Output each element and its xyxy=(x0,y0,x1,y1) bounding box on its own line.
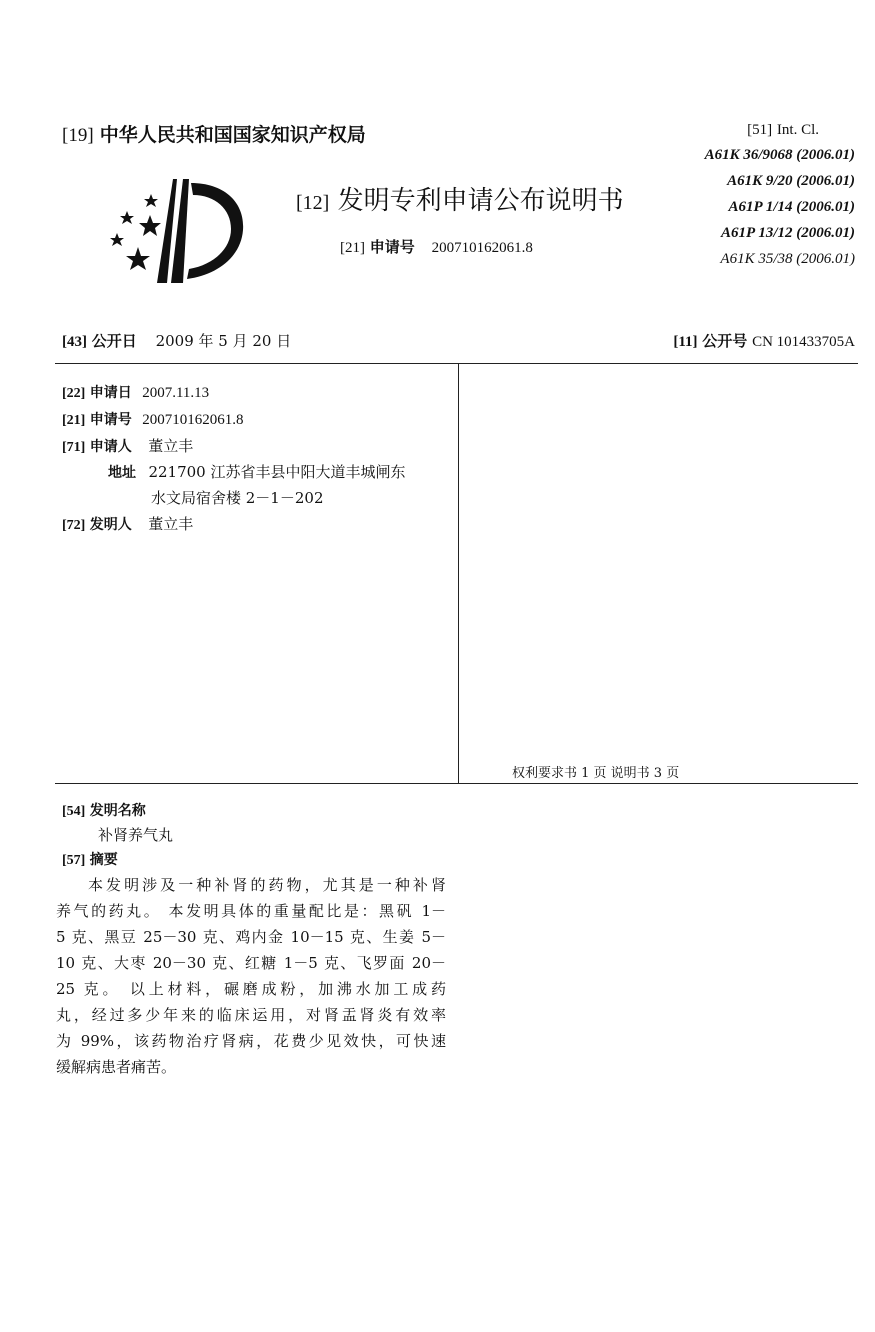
pub-no xyxy=(673,330,855,351)
logo-star-5 xyxy=(126,247,150,270)
app-no-code: [21] xyxy=(62,413,86,428)
pub-no-code: [11] xyxy=(673,334,698,350)
address-label: 地址 xyxy=(108,465,136,481)
rule-top xyxy=(55,363,858,364)
address-line1: 221700 江苏省丰县中阳大道丰城闸东 xyxy=(148,463,406,481)
app-no-value: 200710162061.8 xyxy=(142,412,244,428)
classification-entry: A61K 35/38 (2006.01) xyxy=(720,251,855,267)
filing-date-code: [22] xyxy=(62,386,86,401)
pub-date-label: 公开日 xyxy=(91,332,137,350)
app-no-header-value: 200710162061.8 xyxy=(431,240,533,256)
pub-date-code: [43] xyxy=(62,334,87,350)
abstract-line: 10 克、大枣 20－30 克、红糖 1－5 克、飞罗面 20－ xyxy=(56,954,446,972)
abstract-line: 25 克。 以上材料，碾磨成粉，加沸水加工成药 xyxy=(56,980,446,998)
office-code: [19] xyxy=(62,125,94,146)
classification-code: [51] xyxy=(747,122,773,138)
inventor-value: 董立丰 xyxy=(148,515,194,533)
abstract-line: 本发明涉及一种补肾的药物，尤其是一种补肾 xyxy=(88,876,446,894)
invention-title-value: 补肾养气丸 xyxy=(98,826,174,844)
classification-entry: A61P 13/12 (2006.01) xyxy=(720,225,855,241)
invention-title-heading xyxy=(62,800,146,820)
doc-type-title: 发明专利申请公布说明书 xyxy=(337,186,624,216)
abstract-line: 丸，经过多少年来的临床运用，对肾盂肾炎有效率 xyxy=(56,1006,446,1024)
address-field xyxy=(108,461,405,482)
app-no-header-label: 申请号 xyxy=(369,238,415,256)
rule-bottom xyxy=(55,783,858,784)
applicant-field xyxy=(62,435,193,456)
logo-arc xyxy=(187,183,243,279)
classification-entry: A61P 1/14 (2006.01) xyxy=(728,199,855,215)
classification-entry: A61K 9/20 (2006.01) xyxy=(727,173,855,189)
pub-date-value: 2009 年 5 月 20 日 xyxy=(155,332,292,350)
filing-date-label: 申请日 xyxy=(89,385,132,401)
abstract-body xyxy=(56,872,446,1080)
office-name: 中华人民共和国国家知识产权局 xyxy=(99,124,366,146)
abstract-label: 摘要 xyxy=(89,852,118,868)
sipo-logo xyxy=(105,175,255,290)
pub-date xyxy=(62,330,291,351)
app-no-field xyxy=(62,409,243,429)
abstract-line: 缓解病患者痛苦。 xyxy=(56,1058,177,1076)
abstract-heading xyxy=(62,849,118,869)
logo-star-3 xyxy=(139,215,161,236)
logo-star-4 xyxy=(110,233,124,246)
invention-title-code: [54] xyxy=(62,804,86,819)
logo-star-2 xyxy=(120,211,134,224)
abstract-line: 养气的药丸。 本发明具体的重量配比是：黑矾 1－ xyxy=(56,902,446,920)
pub-no-value: CN 101433705A xyxy=(752,334,855,350)
inventor-code: [72] xyxy=(62,518,86,533)
abstract-code: [57] xyxy=(62,853,86,868)
office-header xyxy=(62,120,366,147)
filing-date-value: 2007.11.13 xyxy=(142,385,210,401)
doc-type xyxy=(296,180,624,217)
classification-entry: A61K 36/9068 (2006.01) xyxy=(704,147,855,163)
page-counts: 权利要求书 1 页 说明书 3 页 xyxy=(512,766,680,781)
filing-date-field xyxy=(62,382,209,402)
address-line2: 水文局宿舍楼 2－1－202 xyxy=(151,489,324,507)
applicant-label: 申请人 xyxy=(89,439,132,455)
applicant-value: 董立丰 xyxy=(148,437,194,455)
inventor-label: 发明人 xyxy=(89,517,132,533)
classification-label: Int. Cl. xyxy=(776,122,819,138)
applicant-code: [71] xyxy=(62,440,86,455)
pub-no-label: 公开号 xyxy=(702,332,748,350)
rule-column-divider xyxy=(458,364,459,784)
invention-title-label: 发明名称 xyxy=(89,803,146,819)
abstract-line: 5 克、黑豆 25－30 克、鸡内金 10－15 克、生姜 5－ xyxy=(56,928,446,946)
app-no-label: 申请号 xyxy=(89,412,132,428)
classification-header xyxy=(747,120,819,139)
doc-type-code: [12] xyxy=(296,192,330,214)
app-no-header xyxy=(340,236,533,257)
app-no-header-code: [21] xyxy=(340,240,365,256)
logo-star-1 xyxy=(144,194,158,207)
abstract-line: 为 99%，该药物治疗肾病，花费少见效快，可快速 xyxy=(56,1032,446,1050)
inventor-field xyxy=(62,513,193,534)
